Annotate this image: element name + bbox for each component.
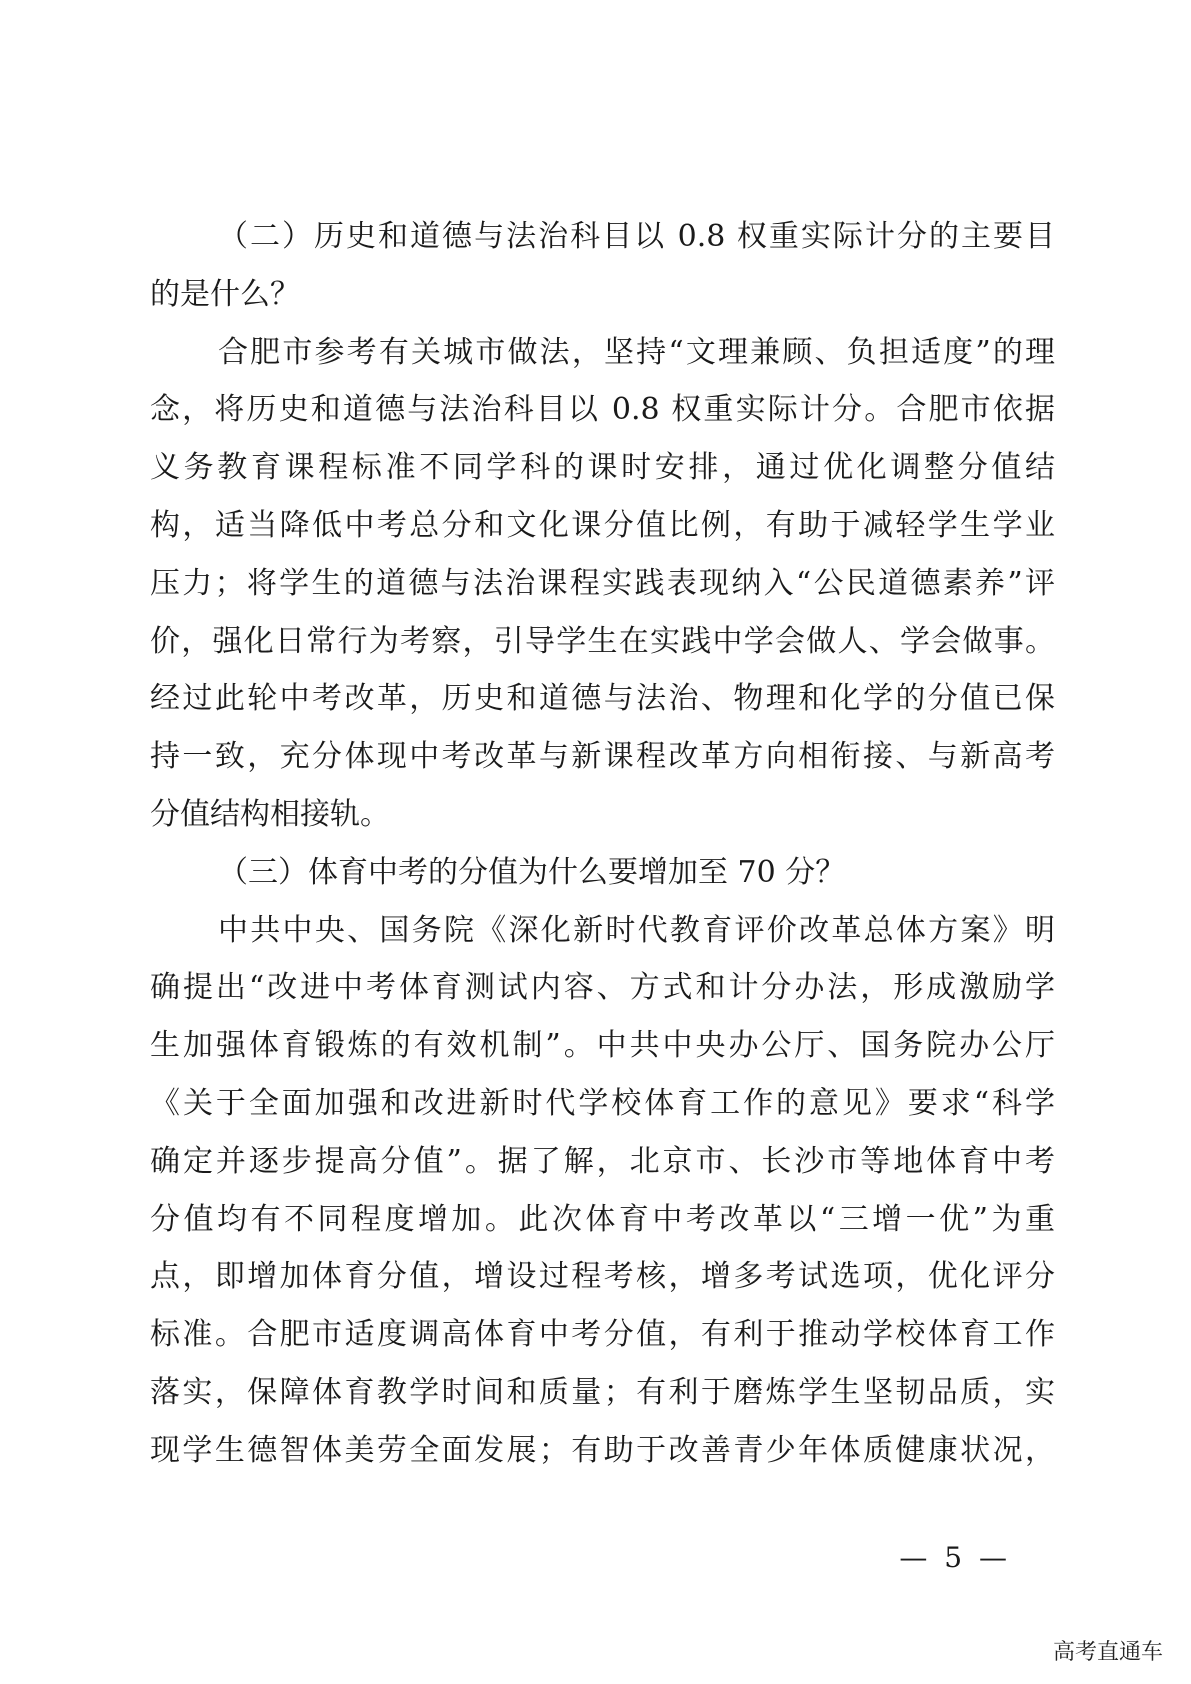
text-line: （二）历史和道德与法治科目以 0.8 权重实际计分的主要目 <box>218 219 1055 254</box>
text-line: 中共中央、国务院《深化新时代教育评价改革总体方案》明 <box>218 912 1055 948</box>
text-line: 标准。合肥市适度调高体育中考分值，有利于推动学校体育工作 <box>150 1317 1055 1353</box>
text-line: 《关于全面加强和改进新时代学校体育工作的意见》要求“科学 <box>150 1085 1055 1121</box>
text-line: 压力；将学生的道德与法治课程实践表现纳入“公民道德素养”评 <box>150 565 1055 601</box>
text-line: 经过此轮中考改革，历史和道德与法治、物理和化学的分值已保 <box>150 681 1055 717</box>
page-number: — 5 — <box>899 1541 1011 1574</box>
body-text <box>150 208 1055 1480</box>
text-line: 义务教育课程标准不同学科的课时安排，通过优化调整分值结 <box>150 450 1055 486</box>
text-line: 点，即增加体育分值，增设过程考核，增多考试选项，优化评分 <box>150 1259 1055 1295</box>
text-line: 确定并逐步提高分值”。据了解，北京市、长沙市等地体育中考 <box>150 1143 1055 1179</box>
text-line: 构，适当降低中考总分和文化课分值比例，有助于减轻学生学业 <box>150 507 1055 543</box>
text-line: 现学生德智体美劳全面发展；有助于改善青少年体质健康状况， <box>150 1432 1055 1468</box>
text-line: 分值结构相接轨。 <box>150 796 390 832</box>
watermark-text: 高考直通车 <box>1052 1640 1163 1665</box>
text-line: 价，强化日常行为考察，引导学生在实践中学会做人、学会做事。 <box>150 623 1055 659</box>
text-line: 确提出“改进中考体育测试内容、方式和计分办法，形成激励学 <box>150 970 1055 1006</box>
text-line: 合肥市参考有关城市做法，坚持“文理兼顾、负担适度”的理 <box>218 334 1055 370</box>
text-line: 落实，保障体育教学时间和质量；有利于磨炼学生坚韧品质，实 <box>150 1374 1055 1410</box>
text-line: （三）体育中考的分值为什么要增加至 70 分？ <box>218 854 846 890</box>
text-line: 分值均有不同程度增加。此次体育中考改革以“三增一优”为重 <box>150 1201 1055 1237</box>
text-line: 的是什么？ <box>150 276 300 312</box>
text-line: 持一致，充分体现中考改革与新课程改革方向相衔接、与新高考 <box>150 739 1055 775</box>
text-line: 念，将历史和道德与法治科目以 0.8 权重实际计分。合肥市依据 <box>150 392 1055 428</box>
text-line: 生加强体育锻炼的有效机制”。中共中央办公厅、国务院办公厅 <box>150 1028 1055 1064</box>
